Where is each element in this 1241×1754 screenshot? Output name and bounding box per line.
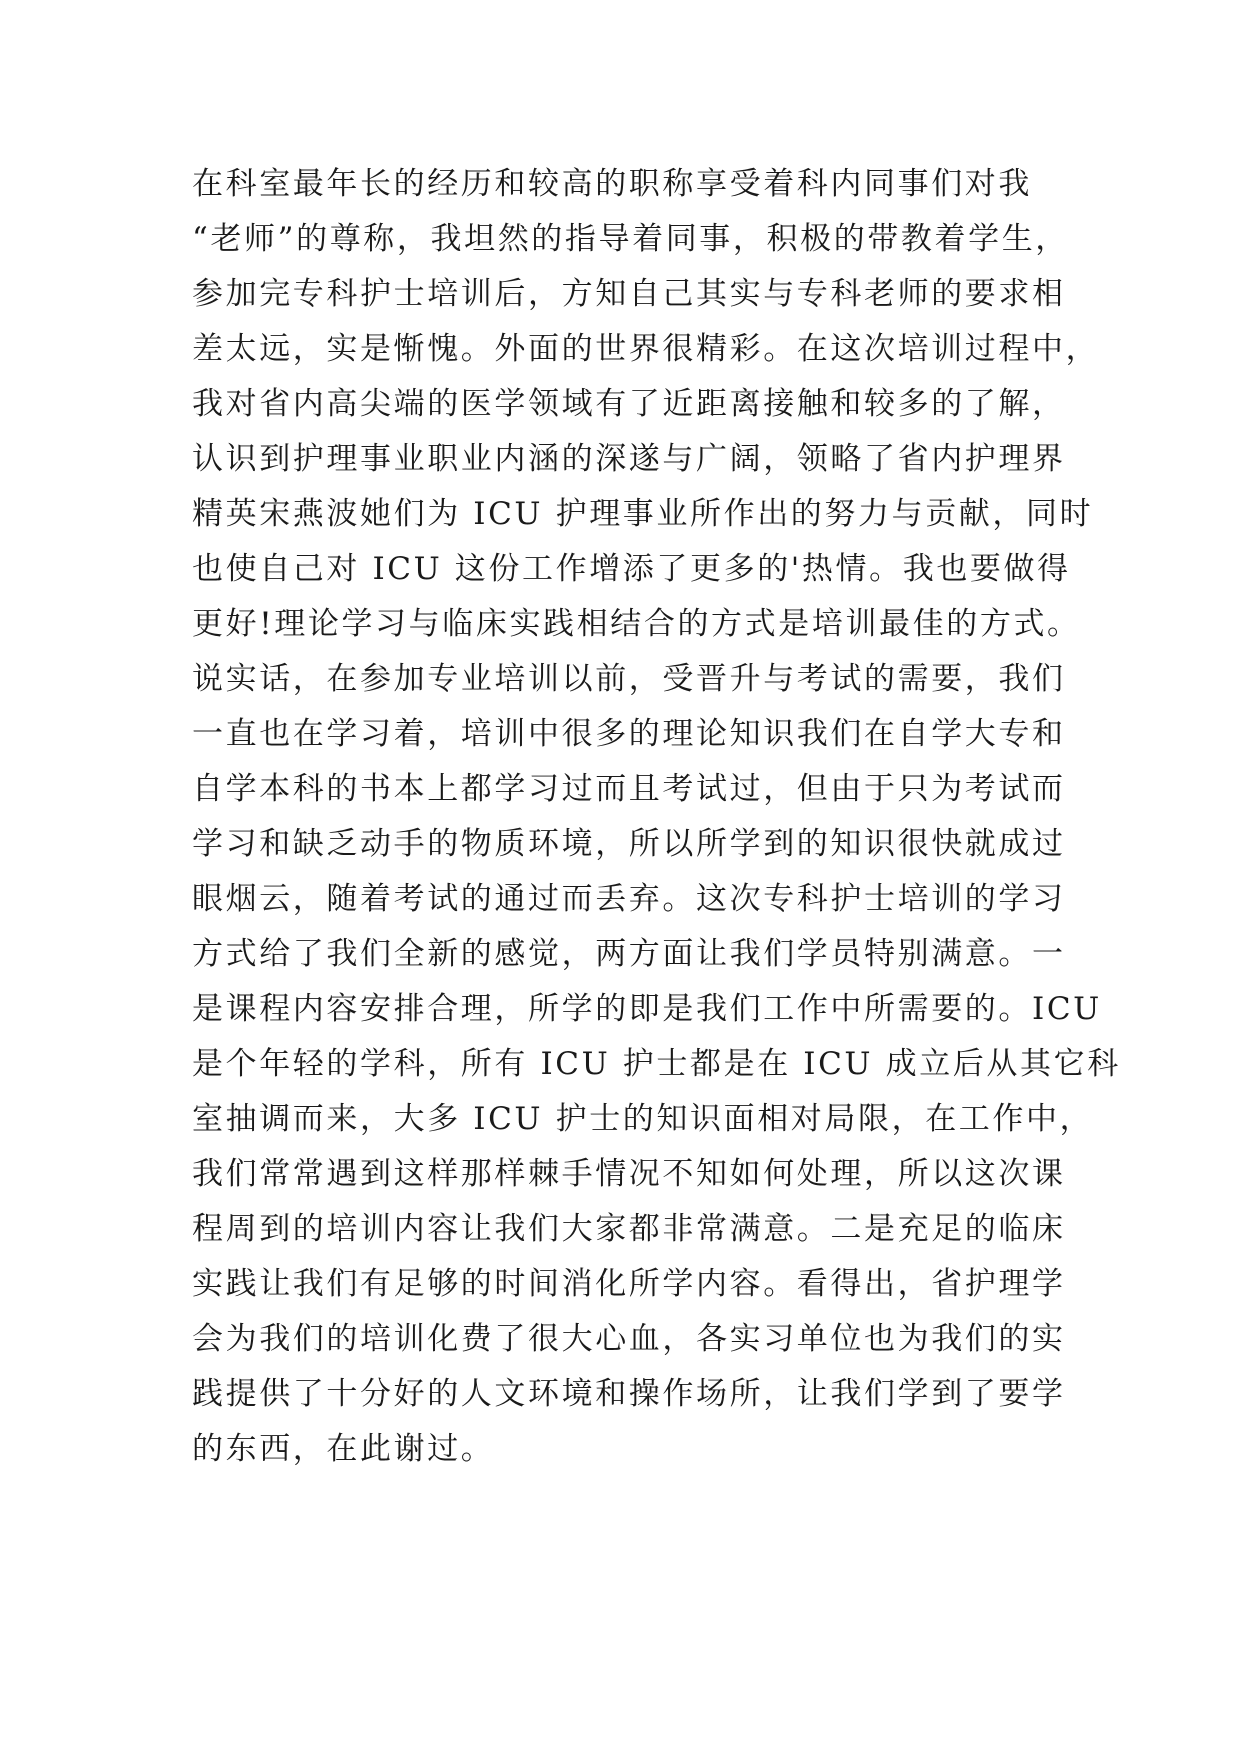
- text-line: 践提供了十分好的人文环境和操作场所，让我们学到了要学: [192, 1376, 1066, 1412]
- text-line: 我对省内高尖端的医学领域有了近距离接触和较多的了解，: [192, 386, 1066, 422]
- text-line: 说实话，在参加专业培训以前，受晋升与考试的需要，我们: [192, 661, 1066, 697]
- text-line: 学习和缺乏动手的物质环境，所以所学到的知识很快就成过: [192, 826, 1066, 862]
- text-line: 在科室最年长的经历和较高的职称享受着科内同事们对我: [192, 166, 1032, 202]
- text-line: 方式给了我们全新的感觉，两方面让我们学员特别满意。一: [192, 936, 1066, 972]
- text-line: 程周到的培训内容让我们大家都非常满意。二是充足的临床: [192, 1211, 1066, 1247]
- text-line: 的东西，在此谢过。: [192, 1431, 495, 1467]
- text-line: 我们常常遇到这样那样棘手情况不知如何处理，所以这次课: [192, 1156, 1066, 1192]
- text-line: 认识到护理事业职业内涵的深遂与广阔，领略了省内护理界: [192, 441, 1066, 477]
- body-text: [192, 157, 1121, 1477]
- text-line: 眼烟云，随着考试的通过而丢弃。这次专科护士培训的学习: [192, 881, 1066, 917]
- text-line: 精英宋燕波她们为 ICU 护理事业所作出的努力与贡献，同时: [192, 496, 1094, 532]
- text-line: 也使自己对 ICU 这份工作增添了更多的'热情。我也要做得: [192, 551, 1071, 587]
- text-line: 会为我们的培训化费了很大心血，各实习单位也为我们的实: [192, 1321, 1066, 1357]
- text-line: 更好!理论学习与临床实践相结合的方式是培训最佳的方式。: [192, 606, 1081, 642]
- text-line: 自学本科的书本上都学习过而且考试过，但由于只为考试而: [192, 771, 1066, 807]
- text-line: 室抽调而来，大多 ICU 护士的知识面相对局限，在工作中，: [192, 1101, 1094, 1137]
- text-line: 是个年轻的学科，所有 ICU 护士都是在 ICU 成立后从其它科: [192, 1046, 1121, 1082]
- text-line: 参加完专科护士培训后，方知自己其实与专科老师的要求相: [192, 276, 1066, 312]
- text-line: 一直也在学习着，培训中很多的理论知识我们在自学大专和: [192, 716, 1066, 752]
- text-line: 差太远，实是惭愧。外面的世界很精彩。在这次培训过程中，: [192, 331, 1100, 367]
- text-line: “老师”的尊称，我坦然的指导着同事，积极的带教着学生，: [192, 221, 1069, 257]
- text-line: 实践让我们有足够的时间消化所学内容。看得出，省护理学: [192, 1266, 1066, 1302]
- text-line: 是课程内容安排合理，所学的即是我们工作中所需要的。ICU: [192, 991, 1102, 1027]
